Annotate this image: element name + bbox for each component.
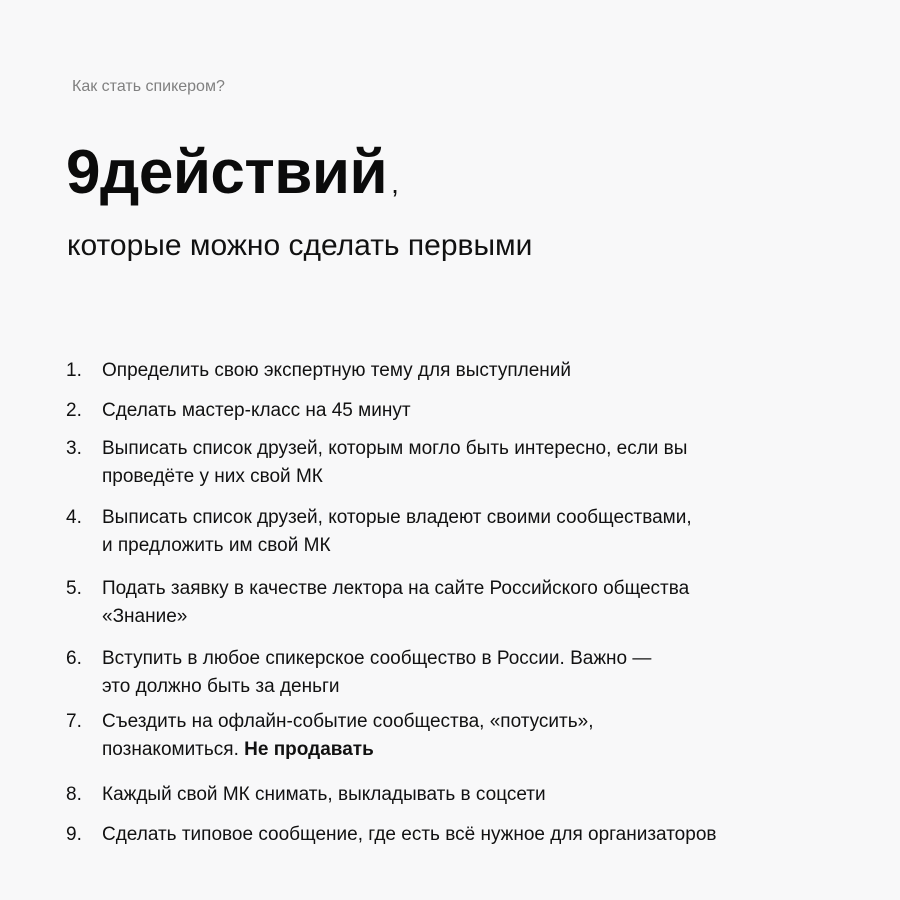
step-line: Выписать список друзей, которым могло быть интересно, если вы: [102, 438, 688, 459]
step-text: [102, 397, 792, 425]
step-line: Каждый свой МК снимать, выкладывать в соцсети: [102, 784, 546, 805]
step-text: [102, 708, 792, 764]
step-number: 1.: [66, 360, 82, 381]
step-text: [102, 575, 792, 631]
subheadline: которые можно сделать первыми: [67, 229, 533, 262]
step-number: 2.: [66, 400, 82, 421]
step-number: 6.: [66, 648, 82, 669]
step-number: 8.: [66, 784, 82, 805]
step-line: Выписать список друзей, которые владеют своими сообществами,: [102, 507, 692, 528]
step-line: Вступить в любое спикерское сообщество в России. Важно —: [102, 648, 652, 669]
step-line: Съездить на офлайн-событие сообщества, «потусить»,: [102, 711, 594, 732]
step-line: познакомиться.: [102, 739, 245, 760]
step-line: Сделать типовое сообщение, где есть всё нужное для организаторов: [102, 824, 717, 845]
headline-comma: ,: [391, 168, 399, 199]
step-line: и предложить им свой МК: [102, 535, 331, 556]
step-line: Сделать мастер-класс на 45 минут: [102, 400, 411, 421]
step-line: проведёте у них свой МК: [102, 466, 323, 487]
step-text: [102, 821, 792, 849]
step-text: [102, 504, 792, 560]
step-line: «Знание»: [102, 606, 188, 627]
step-text: [102, 781, 792, 809]
kicker-text: Как стать спикером?: [72, 78, 225, 95]
headline: [66, 136, 399, 226]
step-line: Определить свою экспертную тему для выступлений: [102, 360, 571, 381]
step-text: [102, 645, 792, 701]
step-number: 7.: [66, 711, 82, 732]
headline-count: 9: [66, 138, 100, 207]
headline-word: действий: [99, 138, 388, 207]
step-emphasis: Не продавать: [244, 739, 374, 760]
step-line: это должно быть за деньги: [102, 676, 340, 697]
step-number: 9.: [66, 824, 82, 845]
step-line: Подать заявку в качестве лектора на сайте Российского общества: [102, 578, 690, 599]
step-number: 5.: [66, 578, 82, 599]
step-number: 4.: [66, 507, 82, 528]
step-number: 3.: [66, 438, 82, 459]
step-text: [102, 435, 792, 491]
step-text: [102, 357, 792, 385]
